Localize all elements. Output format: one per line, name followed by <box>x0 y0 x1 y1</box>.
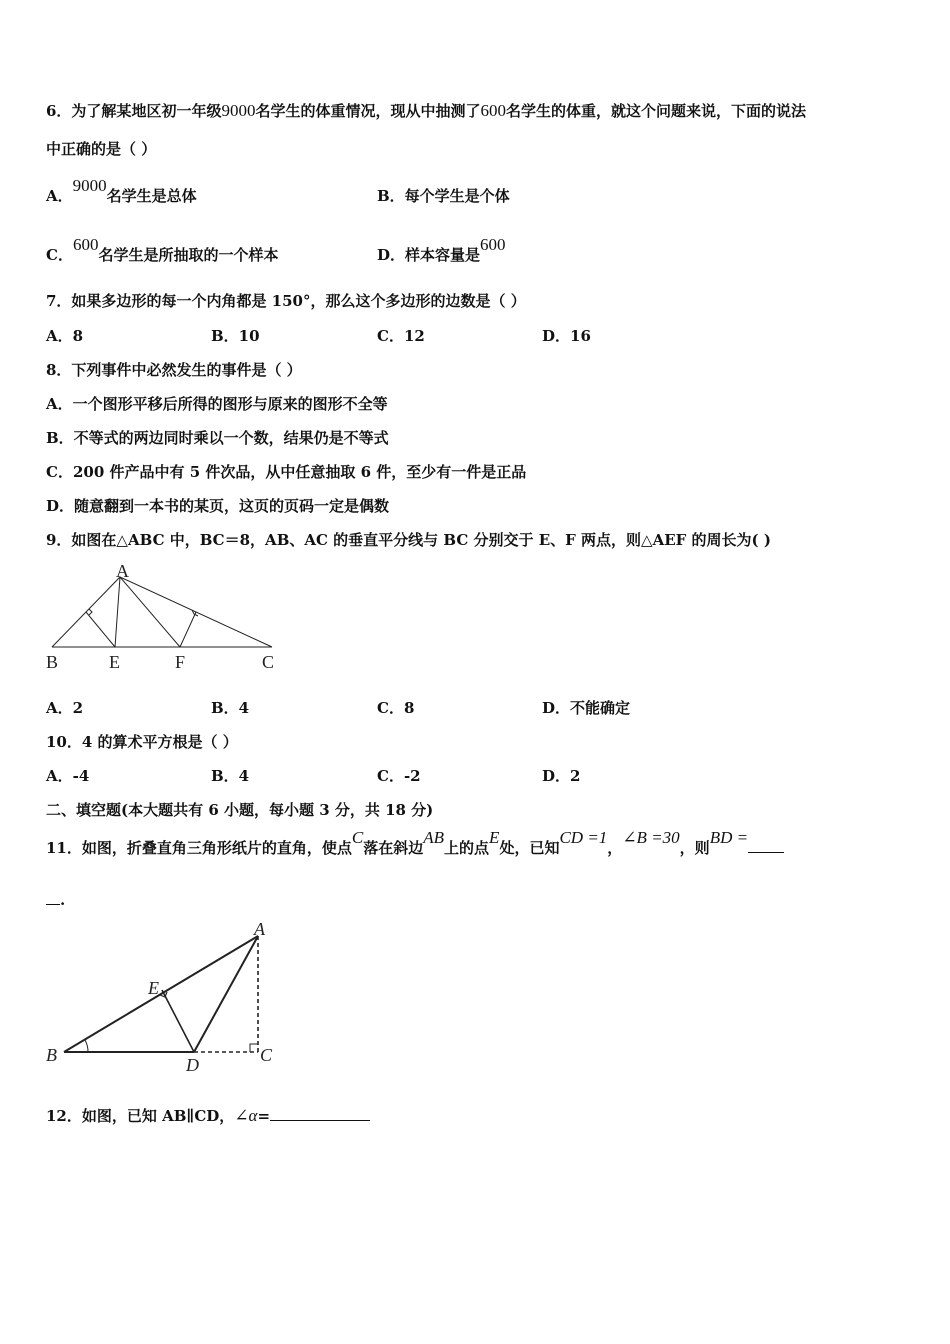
q11-answer-blank[interactable] <box>748 852 784 853</box>
q7-option-b: B．10 <box>211 327 260 345</box>
q9-label-e: E <box>109 652 120 672</box>
q11-label-c: C <box>260 1045 273 1065</box>
q9-perp-bisector-ac <box>180 612 196 647</box>
q11-segment-ba <box>64 936 258 1052</box>
q9-perp-bisector-ab <box>86 612 115 647</box>
q9-option-c: C．8 <box>377 699 415 717</box>
q11-triangle-figure <box>40 918 290 1078</box>
q6-option-b: B．每个学生是个体 <box>377 187 510 205</box>
q11-end: . <box>60 891 66 909</box>
q7-option-a: A．8 <box>46 327 84 345</box>
q11-segment-de <box>162 990 194 1052</box>
q7-option-c: C．12 <box>377 327 425 345</box>
q11-angle-mark-b <box>85 1040 88 1052</box>
q6-option-d-num: 600 <box>480 235 506 254</box>
q6-stem-num2: 600 <box>480 101 506 120</box>
q10-option-b: B．4 <box>211 767 250 785</box>
q11-math-cd: CD =1 <box>559 828 608 847</box>
q9-option-a: A．2 <box>46 699 84 717</box>
q6-option-c-label: C． <box>46 246 73 264</box>
q8-option-a: A．一个图形平移后所得的图形与原来的图形不全等 <box>46 395 388 413</box>
q9-label-c: C <box>262 652 275 672</box>
q6-option-a-label: A． <box>46 187 73 205</box>
q9-right-angle-mark-ab <box>89 609 92 615</box>
q9-figure-lines <box>52 577 272 647</box>
q9-triangle-figure <box>40 560 280 675</box>
q12-part1: 12．如图，已知 AB∥CD， <box>46 1107 235 1125</box>
q11-stem <box>46 828 784 858</box>
q11-segment-da <box>194 936 258 1052</box>
q12-answer-blank[interactable] <box>270 1120 370 1121</box>
q9-label-b: B <box>46 652 59 672</box>
q11-blank-continuation <box>46 890 65 910</box>
q7-stem: 7．如果多边形的每一个内角都是 150°，那么这个多边形的边数是（ ） <box>46 292 526 310</box>
q11-part2: 落在斜边 <box>363 839 424 857</box>
q9-label-f: F <box>175 652 186 672</box>
section-2-heading: 二、填空题(本大题共有 6 小题，每小题 3 分，共 18 分) <box>46 801 434 819</box>
q11-label-e: E <box>148 978 159 998</box>
q6-stem-num1: 9000 <box>221 101 256 120</box>
q11-part4: 处，已知 <box>499 839 560 857</box>
q6-option-c <box>46 235 279 265</box>
q9-stem: 9．如图在△ABC 中，BC＝8，AB、AC 的垂直平分线与 BC 分别交于 E、F 两点，则△AEF 的周长为( ) <box>46 531 771 549</box>
q11-label-a: A <box>254 919 265 939</box>
q11-label-d: D <box>186 1055 199 1075</box>
q11-figure-lines <box>64 936 258 1052</box>
q7-option-d: D．16 <box>542 327 591 345</box>
q6-option-d <box>377 235 506 265</box>
q10-option-a: A．-4 <box>46 767 90 785</box>
q11-sep1: ， <box>607 839 623 857</box>
q12-math-alpha: ∠α <box>234 1106 258 1125</box>
q11-math-e: E <box>489 828 500 847</box>
q11-part3: 上的点 <box>444 839 490 857</box>
q11-math-angle-b: ∠B =30 <box>622 828 680 847</box>
q6-option-a-num: 9000 <box>72 176 107 195</box>
q6-option-a <box>46 176 197 206</box>
q10-option-c: C．-2 <box>377 767 421 785</box>
q6-stem-part1: 6．为了解某地区初一年级 <box>46 102 222 120</box>
q8-option-b: B．不等式的两边同时乘以一个数，结果仍是不等式 <box>46 429 389 447</box>
q9-segment-af <box>120 577 180 647</box>
q12-part2: = <box>257 1107 271 1125</box>
q9-segment-ae <box>115 577 120 647</box>
q10-stem: 10．4 的算术平方根是（ ） <box>46 733 238 751</box>
q6-stem-line2: 中正确的是（ ） <box>46 140 157 158</box>
q11-math-bd: BD = <box>709 828 749 847</box>
q8-option-d: D．随意翻到一本书的某页，这页的页码一定是偶数 <box>46 497 390 515</box>
q11-right-angle-mark-c <box>250 1044 258 1052</box>
q6-stem-part2: 名学生的体重情况，现从中抽测了 <box>255 102 481 120</box>
q8-option-c: C．200 件产品中有 5 件次品，从中任意抽取 6 件，至少有一件是正品 <box>46 463 527 481</box>
q11-answer-blank-tail[interactable] <box>46 904 60 905</box>
q6-stem-part3: 名学生的体重，就这个问题来说，下面的说法 <box>505 102 806 120</box>
q11-math-ab: AB <box>423 828 445 847</box>
q9-option-d: D．不能确定 <box>542 699 631 717</box>
q9-option-b: B．4 <box>211 699 250 717</box>
q12-stem <box>46 1106 370 1126</box>
q11-part1: 11．如图，折叠直角三角形纸片的直角，使点 <box>46 839 352 857</box>
q6-option-a-text: 名学生是总体 <box>106 187 197 205</box>
q11-sep2: ，则 <box>679 839 710 857</box>
q6-option-c-text: 名学生是所抽取的一个样本 <box>98 246 279 264</box>
q10-option-d: D．2 <box>542 767 581 785</box>
q6-option-c-num: 600 <box>72 235 99 254</box>
q11-label-b: B <box>46 1045 57 1065</box>
q8-stem: 8．下列事件中必然发生的事件是（ ） <box>46 361 302 379</box>
q6-option-d-text: D．样本容量是 <box>377 246 481 264</box>
q6-stem-line1 <box>46 101 806 121</box>
q9-label-a: A <box>116 561 129 581</box>
q11-math-c: C <box>351 828 364 847</box>
